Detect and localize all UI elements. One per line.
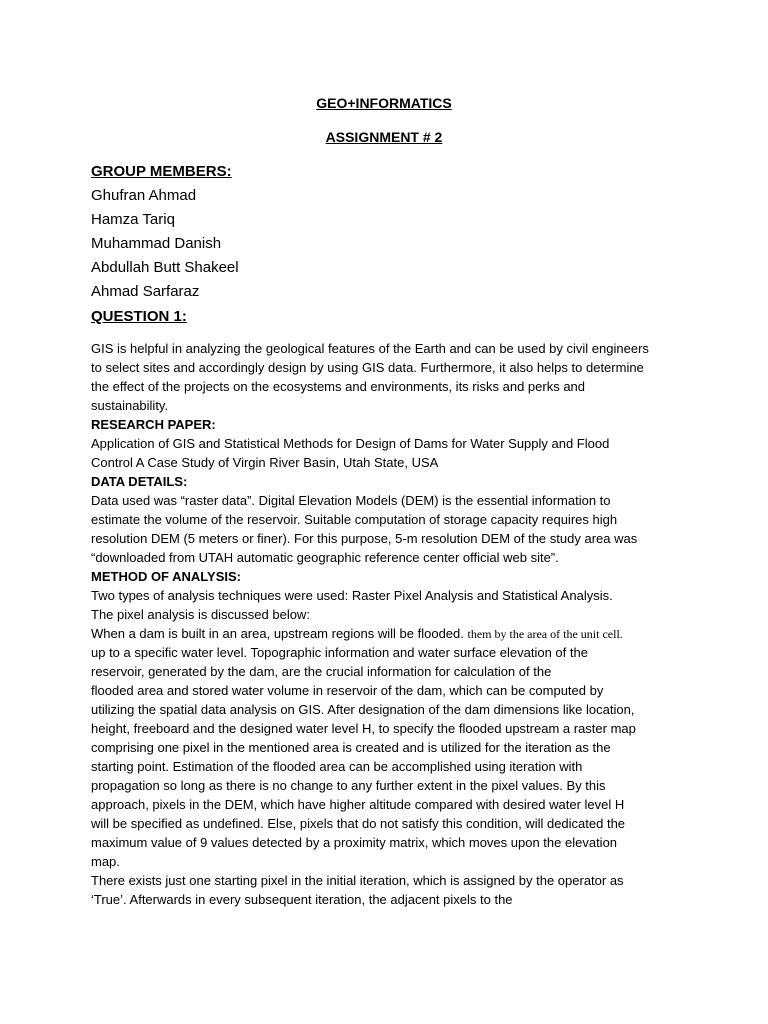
section-heading: RESEARCH PAPER: [91,417,216,432]
question-heading: QUESTION 1: [91,308,187,325]
body-line: There exists just one starting pixel in the initial iteration, which is assigned by the operator as [91,873,624,888]
body-line: starting point. Estimation of the flooded area can be accomplished using iteration with [91,759,583,774]
body-line-text: When a dam is built in an area, upstream regions will be flooded. [91,626,464,641]
body-line: reservoir, generated by the dam, are the crucial information for calculation of the [91,664,552,679]
body-line: Control A Case Study of Virgin River Basin, Utah State, USA [91,455,439,470]
group-members-heading: GROUP MEMBERS: [91,163,232,180]
body-line: the effect of the projects on the ecosystems and environments, its risks and perks and [91,379,586,394]
body-line: resolution DEM (5 meters or finer). For this purpose, 5-m resolution DEM of the study area was [91,531,638,546]
body-line: to select sites and accordingly design by using GIS data. Furthermore, it also helps to determine [91,360,644,375]
body-line: up to a specific water level. Topographic information and water surface elevation of the [91,645,588,660]
body-line: sustainability. [91,398,169,413]
body-line: height, freeboard and the designed water level H, to specify the flooded upstream a raster map [91,721,636,736]
assignment-number: ASSIGNMENT # 2 [325,129,443,145]
body-line: map. [91,854,120,869]
section-heading: DATA DETAILS: [91,474,188,489]
document-title: GEO+INFORMATICS [316,95,452,111]
body-line: utilizing the spatial data analysis on GIS. After designation of the dam dimensions like location, [91,702,635,717]
body-line: Data used was “raster data”. Digital Elevation Models (DEM) is the essential information to [91,493,611,508]
body-line: The pixel analysis is discussed below: [91,607,310,622]
body-line: ‘True’. Afterwards in every subsequent iteration, the adjacent pixels to the [91,892,513,907]
member-name: Abdullah Butt Shakeel [91,259,239,276]
member-name: Hamza Tariq [91,211,175,228]
body-line: Application of GIS and Statistical Methods for Design of Dams for Water Supply and Flood [91,436,610,451]
body-line: comprising one pixel in the mentioned area is created and is utilized for the iteration as the [91,740,611,755]
body-line: Two types of analysis techniques were used: Raster Pixel Analysis and Statistical Analysis. [91,588,613,603]
member-name: Muhammad Danish [91,235,222,252]
body-line: approach, pixels in the DEM, which have higher altitude compared with desired water level H [91,797,625,812]
member-name: Ahmad Sarfaraz [91,283,200,300]
body-line: GIS is helpful in analyzing the geological features of the Earth and can be used by civil engineers [91,341,649,356]
body-line: estimate the volume of the reservoir. Suitable computation of storage capacity requires high [91,512,618,527]
body-line [91,624,623,644]
body-line: will be specified as undefined. Else, pixels that do not satisfy this condition, will dedicated the [91,816,626,831]
body-line: maximum value of 9 values detected by a proximity matrix, which moves upon the elevation [91,835,618,850]
body-line: propagation so long as there is no change to any further extent in the pixel values. By this [91,778,606,793]
body-line: flooded area and stored water volume in reservoir of the dam, which can be computed by [91,683,604,698]
section-heading: METHOD OF ANALYSIS: [91,569,241,584]
member-name: Ghufran Ahmad [91,187,197,204]
inline-serif-fragment: them by the area of the unit cell. [467,627,623,641]
body-line: “downloaded from UTAH automatic geographic reference center official web site”. [91,550,559,565]
